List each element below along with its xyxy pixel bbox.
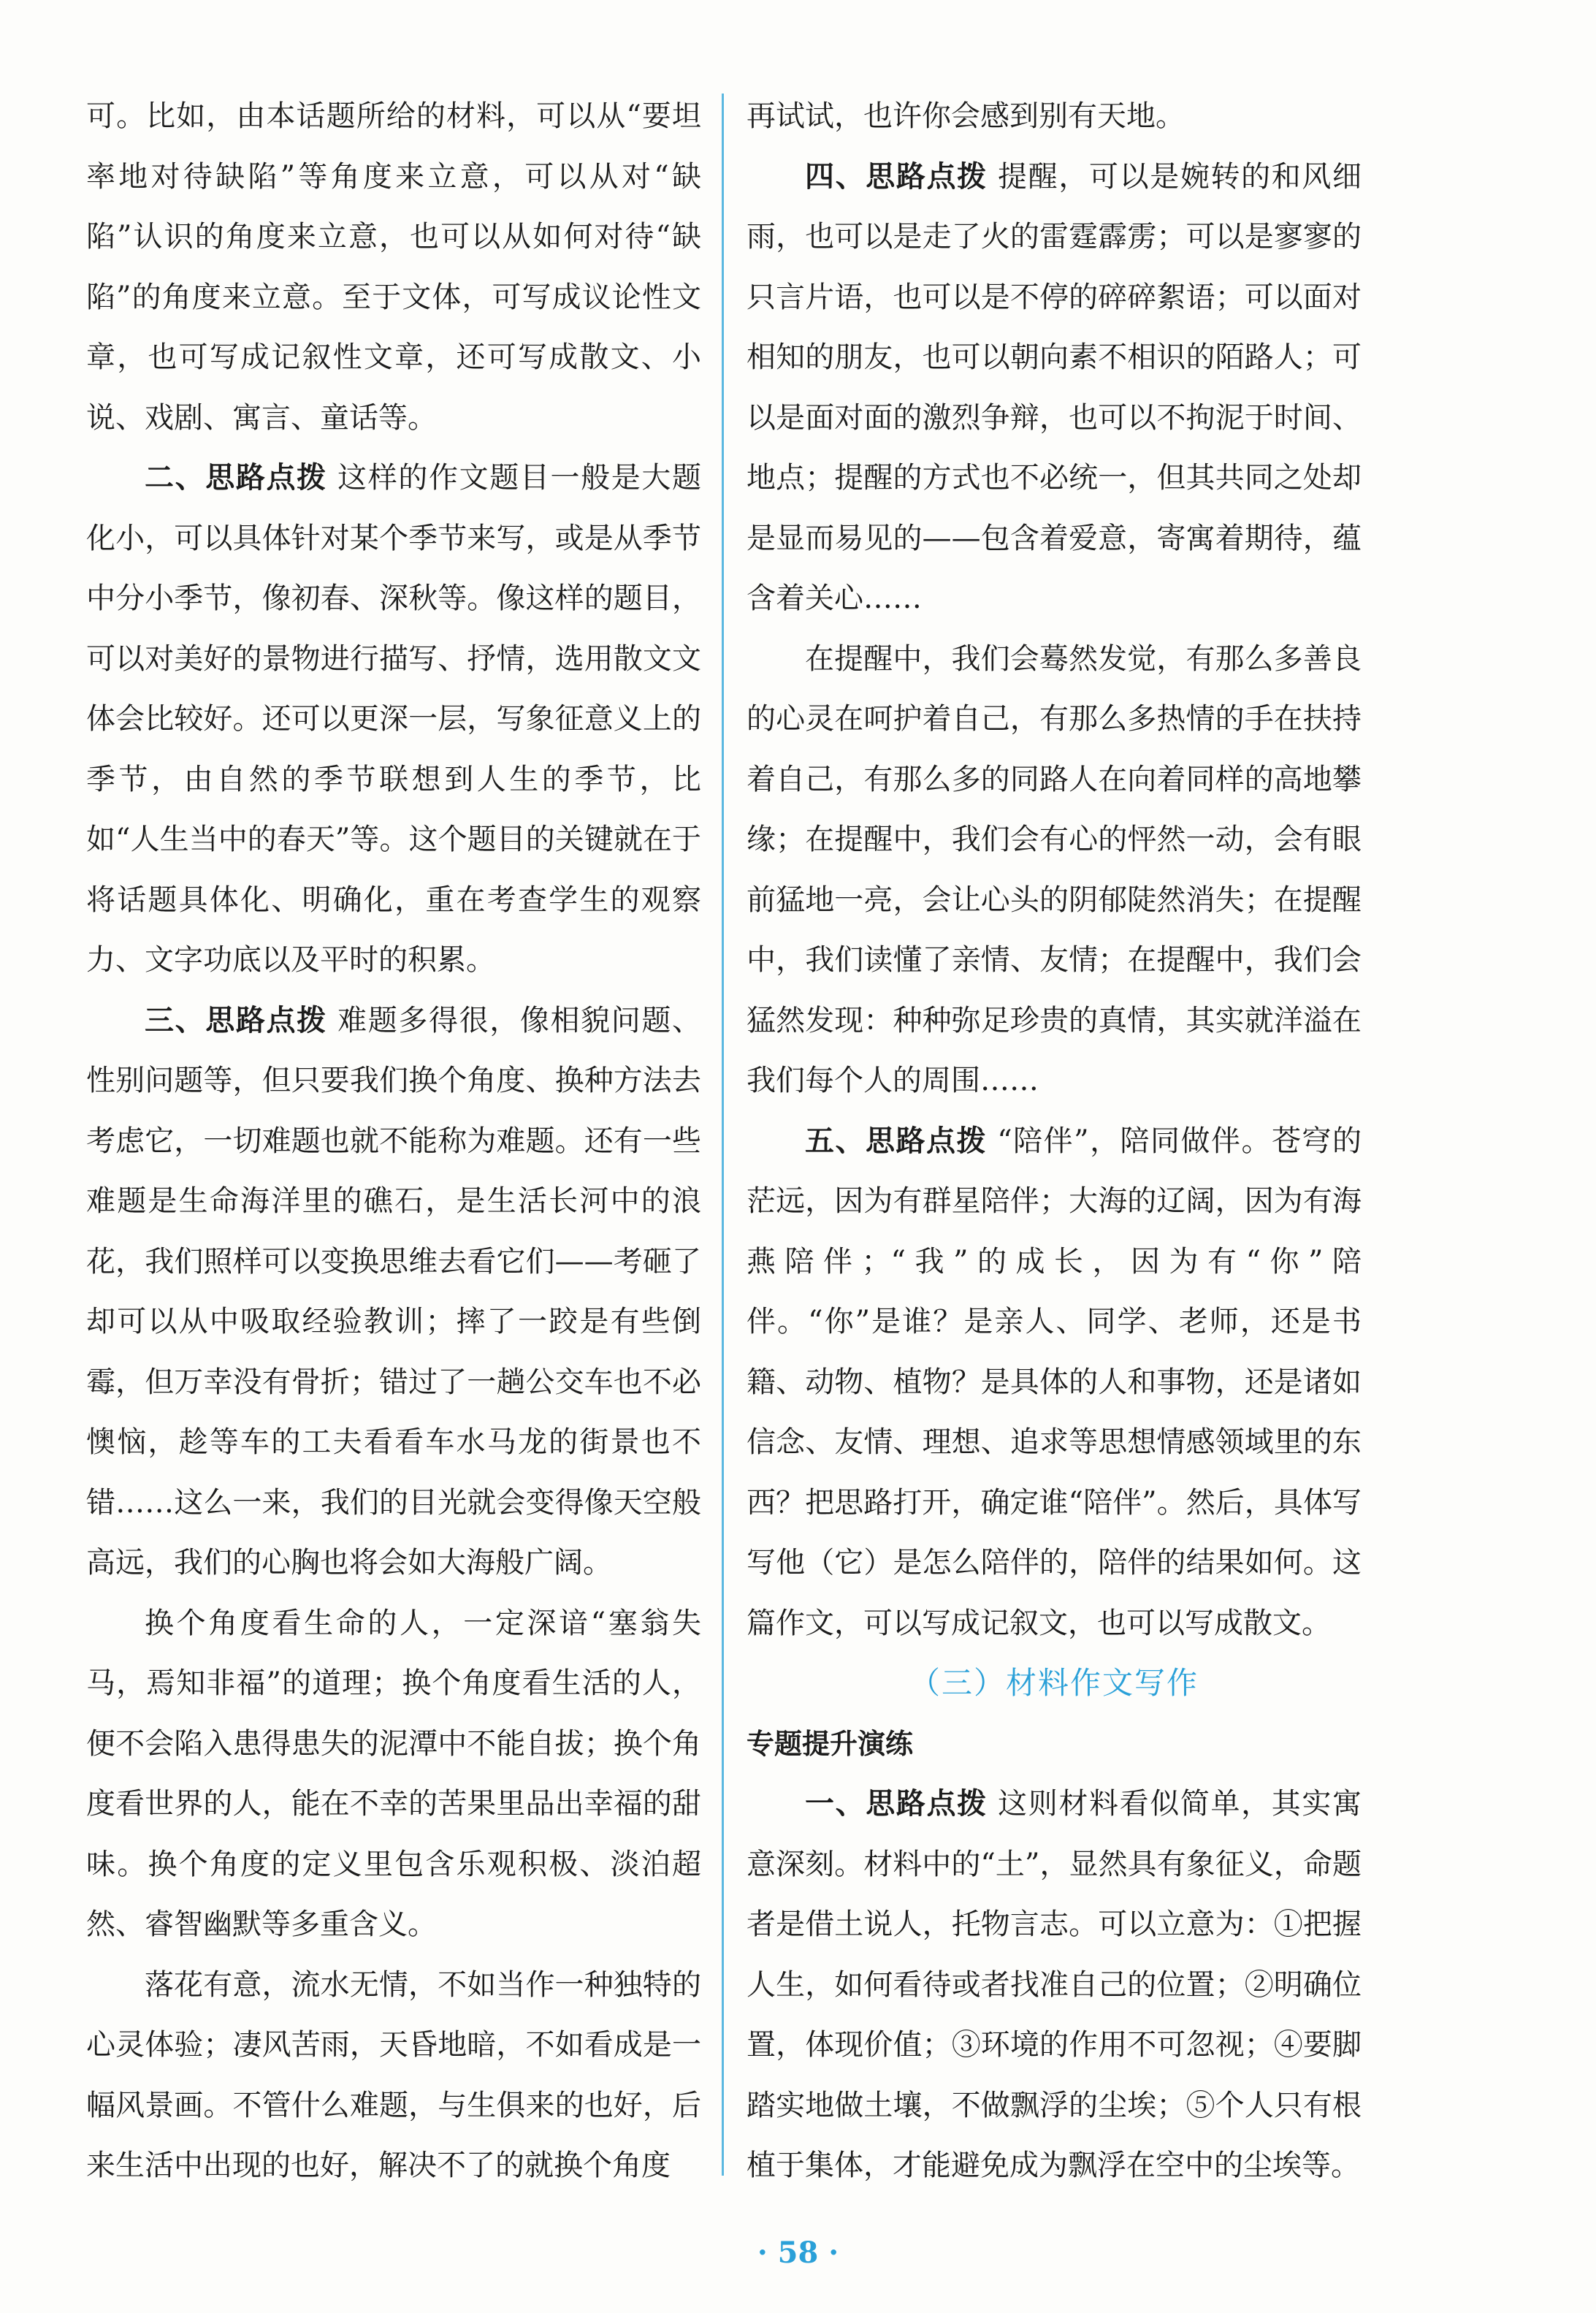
page-number: · 58 ·	[757, 2236, 839, 2270]
right-paragraph-1: 再试试，也许你会感到别有天地。	[747, 99, 1185, 133]
left-paragraph-1: 可。比如，由本话题所给的材料，可以从“要坦率地对待缺陷”等角度来立意，可以从对“缺陷”认识的角度来立意，也可以从如何对待“缺陷”的角度来立意。至于文体，可写成议论性文章，也可写成记叙性文章，还可写成散文、小说、戏剧、寓言、童话等。	[86, 99, 701, 435]
right-paragraph-2: 四、思路点拨 提醒，可以是婉转的和风细雨，也可以是走了火的雷霆霹雳；可以是寥寥的只言片语，也可以是不停的碎碎絮语；可以面对相知的朋友，也可以朝向素不相识的陌路人；可以是面对面的激烈争辩，也可以不拘泥于时间、地点；提醒的方式也不必统一，但其共同之处却是显而易见的——包含着爱意，寄寓着期待，蕴含着关心……	[747, 159, 1362, 615]
right-column	[747, 86, 1362, 2196]
right-paragraph-3: 在提醒中，我们会蓦然发觉，有那么多善良的心灵在呵护着自己，有那么多热情的手在扶持着自己，有那么多的同路人在向着同样的高地攀缘；在提醒中，我们会有心的怦然一动，会有眼前猛地一亮，会让心头的阴郁陡然消失；在提醒中，我们读懂了亲情、友情；在提醒中，我们会猛然发现：种种弥足珍贵的真情，其实就洋溢在我们每个人的周围……	[747, 641, 1362, 1097]
right-paragraph-5: 一、思路点拨 这则材料看似简单，其实寓意深刻。材料中的“土”，显然具有象征义，命题者是借土说人，托物言志。可以立意为：①把握人生，如何看待或者找准自己的位置；②明确位置，体现价值；③环境的作用不可忽视；④要脚踏实地做土壤，不做飘浮的尘埃；⑤个人只有根植于集体，才能避免成为飘浮在空中的尘埃等。	[747, 1787, 1362, 2182]
left-column	[86, 86, 701, 2196]
section-title: （三）材料作文写作	[909, 1665, 1199, 1701]
left-paragraph-4: 换个角度看生命的人，一定深谙“塞翁失马，焉知非福”的道理；换个角度看生活的人，便不会陷入患得患失的泥潭中不能自拔；换个角度看世界的人，能在不幸的苦果里品出幸福的甜味。换个角度的定义里包含乐观积极、淡泊超然、睿智幽默等多重含义。	[86, 1606, 701, 1941]
right-paragraph-4: 五、思路点拨 “陪伴”，陪同做伴。苍穹的茫远，因为有群星陪伴；大海的辽阔，因为有海燕陪伴；“我”的成长，因为有“你”陪伴。“你”是谁？是亲人、同学、老师，还是书籍、动物、植物？是具体的人和事物，还是诸如信念、友情、理想、追求等思想情感领域里的东西？把思路打开，确定谁“陪伴”。然后，具体写写他（它）是怎么陪伴的，陪伴的结果如何。这篇作文，可以写成记叙文，也可以写成散文。	[747, 1124, 1362, 1640]
left-paragraph-3: 三、思路点拨 难题多得很，像相貌问题、性别问题等，但只要我们换个角度、换种方法去考虑它，一切难题也就不能称为难题。还有一些难题是生命海洋里的礁石，是生活长河中的浪花，我们照样可以变换思维去看它们——考砸了却可以从中吸取经验教训；摔了一跤是有些倒霉，但万幸没有骨折；错过了一趟公交车也不必懊恼，趁等车的工夫看看车水马龙的街景也不错……这么一来，我们的目光就会变得像天空般高远，我们的心胸也将会如大海般广阔。	[86, 1003, 702, 1580]
column-divider	[722, 94, 724, 2176]
left-paragraph-5: 落花有意，流水无情，不如当作一种独特的心灵体验；凄风苦雨，天昏地暗，不如看成是一幅风景画。不管什么难题，与生俱来的也好，后来生活中出现的也好，解决不了的就换个角度	[86, 1967, 701, 2182]
left-paragraph-2: 二、思路点拨 这样的作文题目一般是大题化小，可以具体针对某个季节来写，或是从季节中分小季节，像初春、深秋等。像这样的题目，可以对美好的景物进行描写、抒情，选用散文文体会比较好。还可以更深一层，写象征意义上的季节，由自然的季节联想到人生的季节，比如“人生当中的春天”等。这个题目的关键就在于将话题具体化、明确化，重在考查学生的观察力、文字功底以及平时的积累。	[86, 461, 702, 977]
subheading: 专题提升演练	[747, 1727, 914, 1760]
